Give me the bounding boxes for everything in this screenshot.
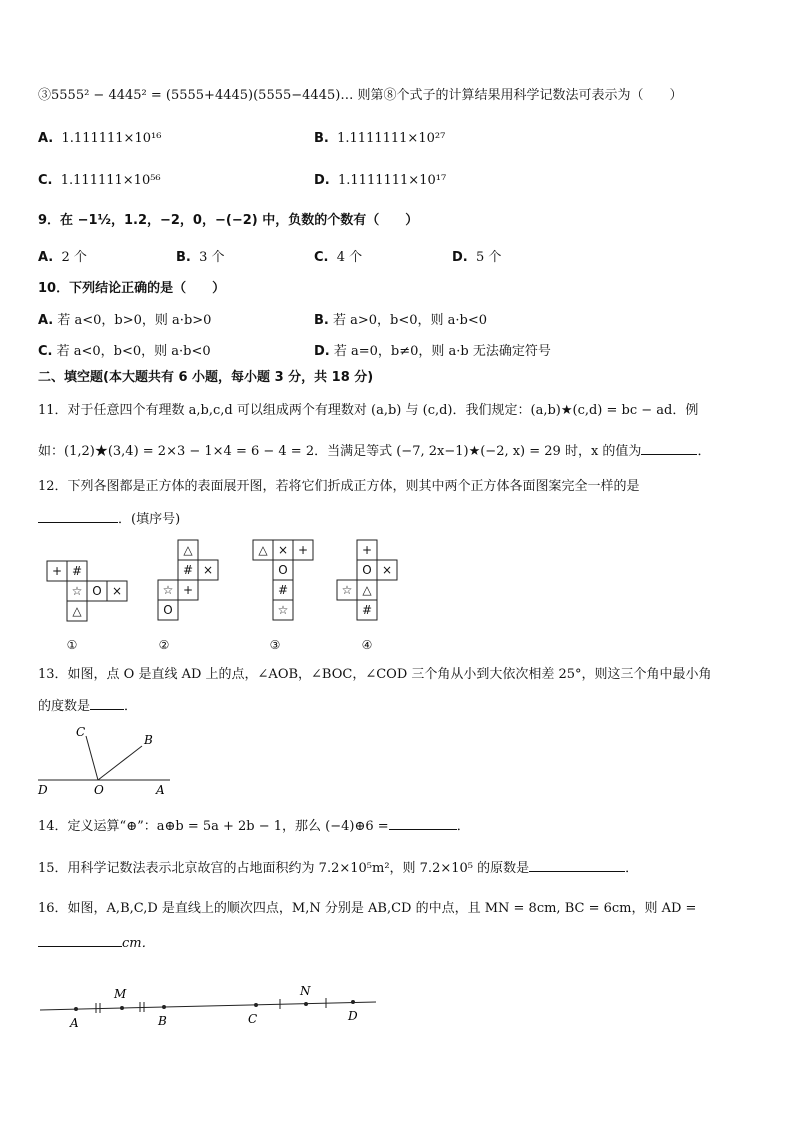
plus-icon: + (297, 543, 309, 557)
q16-line1: 16．如图，A,B,C,D 是直线上的顺次四点，M,N 分别是 AB,CD 的中点，且 MN = 8cm, BC = 6cm，则 AD = (38, 901, 697, 916)
q8-option-b[interactable]: B. 1.1111111×10²⁷ (314, 131, 446, 146)
q14-line: 14．定义运算“⊕”：a⊕b = 5a + 2b − 1，那么 (−4)⊕6 = ． (38, 819, 470, 834)
hash-icon: # (277, 583, 289, 597)
star-icon: ☆ (162, 583, 174, 597)
star-icon: ☆ (71, 584, 83, 598)
q12-line1: 12．下列各图都是正方体的表面展开图，若将它们折成正方体，则其中两个正方体各面图案完全一样的是 (38, 479, 640, 494)
q9-stem: 9．在 −1½，1.2，−2，0，−(−2) 中，负数的个数有（ ） (38, 213, 419, 228)
point-m (120, 1006, 124, 1010)
q9-option-c[interactable]: C. 4 个 (314, 250, 363, 265)
q10-option-b[interactable]: B. 若 a>0，b<0，则 a·b<0 (314, 313, 488, 328)
point-c (254, 1003, 258, 1007)
q16-line2: cm． (38, 934, 155, 953)
hash-icon: # (182, 563, 194, 577)
point-label-b: B (158, 1014, 167, 1028)
q8-option-c[interactable]: C. 1.111111×10⁵⁶ (38, 173, 161, 188)
q10-option-a[interactable]: A. 若 a<0，b>0，则 a·b>0 (38, 313, 212, 328)
cross-icon: × (277, 543, 289, 557)
star-icon: ☆ (341, 583, 353, 597)
cube-nets-figure (0, 530, 794, 655)
point-label-d: D (348, 1009, 358, 1023)
ray-ob (98, 746, 142, 780)
cube-net-1 (47, 561, 127, 652)
point-label-b: B (144, 733, 153, 747)
point-n (304, 1002, 308, 1006)
q10-stem: 10．下列结论正确的是（ ） (38, 281, 226, 296)
q9-option-a[interactable]: A. 2 个 (38, 250, 87, 265)
net-label-3: ③ (269, 638, 281, 652)
q15-answer-blank[interactable] (529, 859, 625, 872)
circle-icon: O (278, 563, 288, 577)
net-label-1: ① (66, 638, 78, 652)
point-d (351, 1000, 355, 1004)
hash-icon: # (361, 603, 373, 617)
ray-oc (86, 736, 98, 780)
q12-answer-blank[interactable] (38, 510, 118, 523)
point-a (74, 1007, 78, 1011)
triangle-icon: △ (72, 604, 82, 618)
cross-icon: × (202, 563, 214, 577)
plus-icon: + (361, 543, 373, 557)
q13-line2: 的度数是 ． (38, 699, 138, 714)
point-label-m: M (114, 987, 127, 1001)
triangle-icon: △ (362, 583, 372, 597)
points-on-line-figure (30, 978, 390, 1034)
q14-answer-blank[interactable] (389, 817, 457, 830)
point-label-d: D (38, 783, 48, 797)
cube-net-2 (158, 540, 218, 652)
plus-icon: + (51, 564, 63, 578)
q10-option-c[interactable]: C. 若 a<0，b<0，则 a·b<0 (38, 344, 211, 359)
cube-net-3 (253, 540, 313, 652)
q8-stem: ③5555² − 4445² = (5555+4445)(5555−4445)… 则第⑧个式子的计算结果用科学记数法可表示为（ ） (38, 88, 683, 103)
circle-icon: O (362, 563, 372, 577)
q12-line2: ．(填序号) (38, 510, 180, 529)
q11-line2: 如：(1,2)★(3,4) = 2×3 − 1×4 = 6 − 4 = 2．当满足等式 (−7, 2x−1)★(−2, x) = 29 时，x 的值为 ． (38, 444, 711, 459)
cross-icon: × (111, 584, 123, 598)
q13-answer-blank[interactable] (90, 697, 124, 710)
q10-option-d[interactable]: D. 若 a=0，b≠0，则 a·b 无法确定符号 (314, 344, 551, 359)
q8-option-a[interactable]: A. 1.111111×10¹⁶ (38, 131, 162, 146)
section-heading: 二、填空题(本大题共有 6 小题，每小题 3 分，共 18 分) (38, 370, 374, 385)
q9-option-d[interactable]: D. 5 个 (452, 250, 502, 265)
q16-answer-blank[interactable] (38, 934, 122, 947)
triangle-icon: △ (258, 543, 268, 557)
q9-option-b[interactable]: B. 3 个 (176, 250, 225, 265)
q8-option-d[interactable]: D. 1.1111111×10¹⁷ (314, 173, 447, 188)
triangle-icon: △ (183, 543, 193, 557)
point-label-a: A (156, 783, 165, 797)
point-label-n: N (300, 984, 311, 998)
angle-figure (30, 722, 190, 798)
plus-icon: + (182, 583, 194, 597)
net-label-2: ② (158, 638, 170, 652)
point-b (162, 1005, 166, 1009)
hash-icon: # (71, 564, 83, 578)
point-label-o: O (94, 783, 104, 797)
point-label-c: C (248, 1012, 258, 1026)
q11-line1: 11．对于任意四个有理数 a,b,c,d 可以组成两个有理数对 (a,b) 与 (c,d)．我们规定：(a,b)★(c,d) = bc − ad．例 (38, 403, 699, 418)
point-label-a: A (70, 1016, 79, 1030)
cube-net-4 (337, 540, 397, 652)
cross-icon: × (381, 563, 393, 577)
net-label-4: ④ (361, 638, 373, 652)
circle-icon: O (163, 603, 173, 617)
point-label-c: C (76, 725, 86, 739)
q11-answer-blank[interactable] (641, 442, 697, 455)
q13-line1: 13．如图，点 O 是直线 AD 上的点，∠AOB，∠BOC，∠COD 三个角从小到大依次相差 25°，则这三个角中最小角 (38, 667, 712, 682)
circle-icon: O (92, 584, 102, 598)
q15-line: 15．用科学记数法表示北京故宫的占地面积约为 7.2×10⁵m²，则 7.2×10⁵ 的原数是 ． (38, 861, 639, 876)
star-icon: ☆ (277, 603, 289, 617)
